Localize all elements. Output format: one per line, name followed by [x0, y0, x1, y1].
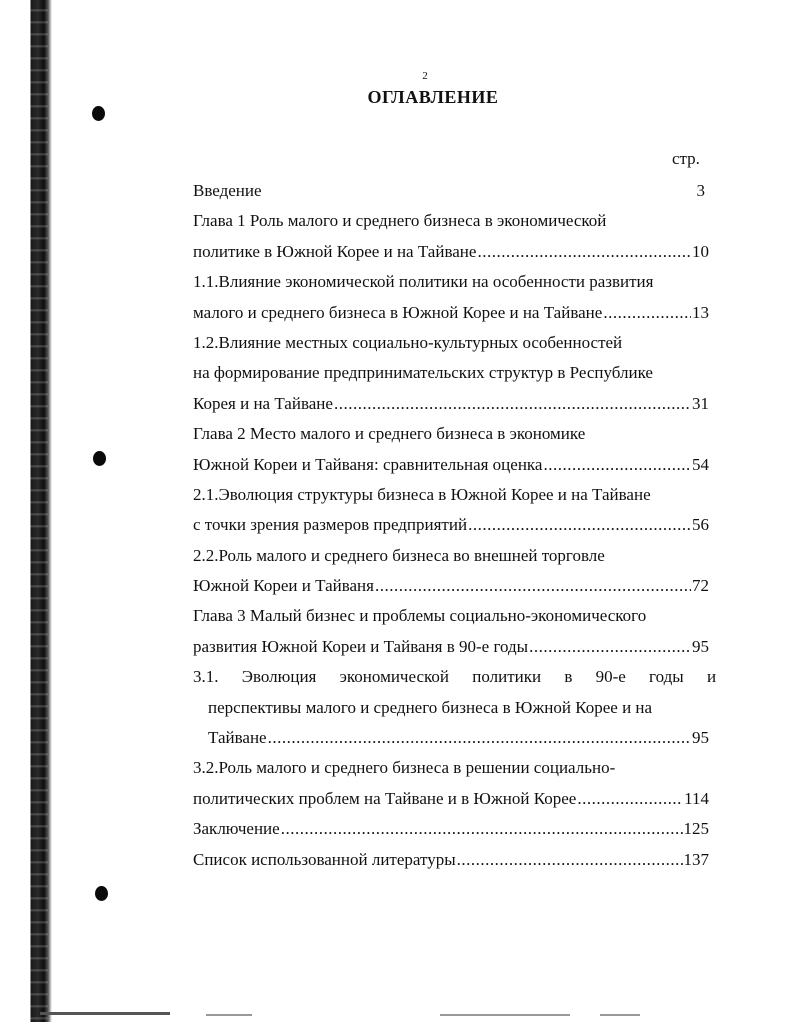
- toc-entry-page: 125: [683, 819, 709, 839]
- toc-entry-chapter-2[interactable]: [193, 419, 709, 480]
- toc-entry-page: 137: [683, 849, 709, 869]
- page-title: ОГЛАВЛЕНИЕ: [367, 87, 499, 107]
- scan-bottom-edge: [40, 1012, 170, 1015]
- toc-entry-text: Введение: [193, 181, 262, 200]
- toc-entry-text: малого и среднего бизнеса в Южной Корее и на Тайване: [193, 302, 603, 322]
- toc-entry-section-3-2[interactable]: [193, 753, 709, 814]
- toc-entry-text: Список использованной литературы: [193, 849, 456, 869]
- toc-entry-text: Корея и на Тайване: [193, 393, 333, 413]
- toc-entry-text: политике в Южной Корее и на Тайване: [193, 241, 477, 261]
- toc-entry-text: 3.1. Эволюция экономической политики в 90-е годы и: [193, 667, 717, 687]
- toc-entry-page: 114: [684, 788, 709, 808]
- table-of-contents: [193, 176, 717, 875]
- toc-entry-text: 2.1.Эволюция структуры бизнеса в Южной Корее и на Тайване: [193, 484, 651, 504]
- toc-entry-text: с точки зрения размеров предприятий: [193, 515, 468, 535]
- toc-entry-section-2-1[interactable]: [193, 480, 709, 541]
- toc-leader-dots: [477, 237, 691, 267]
- toc-entry-section-1-1[interactable]: [193, 267, 709, 328]
- toc-entry-text: Тайване: [208, 728, 267, 748]
- toc-entry-text: Глава 2 Место малого и среднего бизнеса в экономике: [193, 424, 586, 444]
- scan-artifact: [206, 1014, 252, 1016]
- toc-leader-dots: [268, 723, 691, 753]
- toc-entry-text: Глава 1 Роль малого и среднего бизнеса в экономической: [193, 211, 607, 231]
- toc-entry-text: Южной Кореи и Тайваня: [193, 576, 374, 596]
- toc-entry-page: 10: [692, 241, 709, 261]
- toc-entry-introduction[interactable]: [193, 176, 709, 206]
- scan-binding-texture: [30, 0, 48, 1022]
- toc-entry-page: 72: [692, 576, 709, 596]
- toc-leader-dots: [577, 784, 683, 814]
- toc-entry-text: 2.2.Роль малого и среднего бизнеса во внешней торговле: [193, 545, 605, 565]
- toc-leader-dots: [468, 510, 691, 540]
- toc-leader-dots: [543, 450, 691, 480]
- toc-entry-chapter-1[interactable]: [193, 206, 709, 267]
- toc-entry-text: 1.2.Влияние местных социально-культурных особенностей: [193, 332, 623, 352]
- toc-entry-text: развития Южной Кореи и Тайваня в 90-е годы: [193, 636, 529, 656]
- toc-entry-page: 3: [696, 181, 705, 200]
- toc-entry-page: 31: [692, 393, 709, 413]
- toc-entry-chapter-3[interactable]: [193, 601, 709, 662]
- punch-hole-middle: [93, 451, 106, 466]
- toc-entry-conclusion[interactable]: [193, 814, 709, 844]
- toc-entry-text: на формирование предпринимательских структур в Республике: [193, 363, 653, 383]
- toc-entry-page: 54: [692, 454, 709, 474]
- page-column-label: стр.: [672, 149, 700, 168]
- toc-entry-text: 1.1.Влияние экономической политики на особенности развития: [193, 272, 654, 292]
- toc-leader-dots: [281, 814, 683, 844]
- toc-entry-text: политических проблем на Тайване и в Южной Корее: [193, 788, 577, 808]
- toc-entry-page: 13: [692, 302, 709, 322]
- toc-entry-section-3-1[interactable]: [193, 662, 717, 753]
- toc-entry-text: Заключение: [193, 819, 280, 839]
- toc-leader-dots: [457, 845, 683, 875]
- toc-entry-page: 56: [692, 515, 709, 535]
- scan-artifact: [440, 1014, 570, 1016]
- scan-artifact: [600, 1014, 640, 1016]
- toc-entry-references[interactable]: [193, 845, 709, 875]
- toc-leader-dots: [375, 571, 691, 601]
- punch-hole-top: [92, 106, 105, 121]
- toc-entry-text: Глава 3 Малый бизнес и проблемы социально-экономического: [193, 606, 647, 626]
- toc-entry-page: 95: [692, 728, 709, 748]
- toc-entry-page: 95: [692, 636, 709, 656]
- page-number: 2: [422, 70, 428, 82]
- punch-hole-bottom: [95, 886, 108, 901]
- toc-entry-text: перспективы малого и среднего бизнеса в Южной Корее и на: [208, 697, 653, 717]
- toc-leader-dots: [529, 632, 691, 662]
- toc-entry-text: 3.2.Роль малого и среднего бизнеса в решении социально-: [193, 758, 616, 778]
- toc-leader-dots: [603, 298, 691, 328]
- toc-entry-section-2-2[interactable]: [193, 541, 709, 602]
- toc-entry-section-1-2[interactable]: [193, 328, 709, 419]
- toc-entry-text: Южной Кореи и Тайваня: сравнительная оценка: [193, 454, 543, 474]
- toc-leader-dots: [334, 389, 691, 419]
